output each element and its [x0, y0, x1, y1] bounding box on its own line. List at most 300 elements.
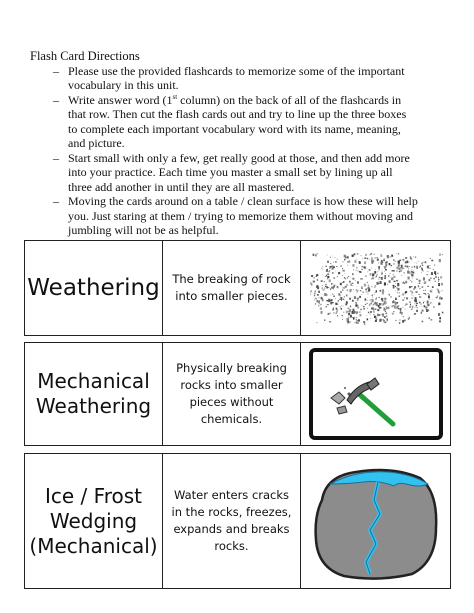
gravel-grain — [378, 270, 379, 271]
directions-list — [30, 64, 450, 238]
gravel-grain — [385, 273, 386, 274]
gravel-grain — [365, 291, 367, 292]
gravel-grain — [396, 270, 397, 271]
gravel-grain — [416, 266, 418, 267]
gravel-grain — [427, 304, 429, 307]
gravel-grain — [438, 320, 440, 322]
gravel-grain — [324, 276, 325, 277]
gravel-grain — [330, 288, 331, 290]
gravel-grain — [375, 319, 377, 321]
gravel-grain — [384, 322, 386, 323]
gravel-grain — [310, 294, 311, 295]
gravel-grain — [435, 297, 437, 298]
gravel-grain — [320, 281, 321, 282]
gravel-grain — [398, 263, 399, 264]
gravel-grain — [431, 286, 433, 288]
gravel-grain — [426, 266, 428, 269]
gravel-grain — [380, 277, 382, 280]
gravel-grain — [360, 278, 362, 279]
gravel-grain — [374, 285, 376, 286]
gravel-grain — [333, 266, 335, 268]
gravel-grain — [363, 323, 364, 325]
gravel-grain — [341, 300, 342, 301]
direction-text: you. Just staring at them / trying to memorize them without moving and — [68, 208, 413, 223]
gravel-grain — [430, 272, 432, 275]
gravel-grain — [376, 305, 378, 306]
gravel-grain — [339, 296, 340, 297]
direction-text: Please use the provided flashcards to memorize some of the important — [68, 63, 405, 78]
gravel-grain — [340, 297, 342, 300]
gravel-grain — [327, 276, 329, 278]
gravel-grain — [348, 309, 349, 311]
gravel-grain — [334, 257, 335, 258]
gravel-grain — [385, 263, 387, 266]
gravel-grain — [409, 277, 410, 278]
gravel-grain — [336, 311, 337, 312]
gravel-grain — [405, 257, 407, 259]
gravel-grain — [344, 259, 345, 260]
gravel-grain — [396, 292, 397, 293]
gravel-grain — [318, 300, 320, 303]
gravel-grain — [343, 296, 344, 297]
gravel-grain — [378, 303, 380, 305]
gravel-grain — [375, 298, 376, 300]
gravel-grain — [377, 281, 378, 282]
gravel-grain — [394, 261, 395, 262]
gravel-grain — [410, 258, 411, 260]
gravel-grain — [332, 272, 333, 273]
gravel-grain — [421, 286, 423, 288]
gravel-grain — [410, 291, 411, 292]
gravel-grain — [391, 305, 393, 307]
gravel-grain — [373, 309, 374, 310]
gravel-grain — [437, 292, 438, 293]
gravel-grain — [390, 277, 391, 278]
direction-item: – Write answer word (1st column) on the back of all of the flashcards in that row. Then cut the flash cards out and try to line up the three boxes to complete each important vocabulary word with its name, meaning, and picture. — [53, 92, 407, 150]
gravel-grain — [356, 268, 357, 269]
gravel-grain — [397, 253, 398, 254]
definition-text: into smaller pieces. — [175, 289, 288, 303]
gravel-grain — [329, 266, 331, 268]
gravel-grain — [397, 305, 399, 306]
gravel-grain — [339, 306, 341, 307]
gravel-grain — [362, 292, 363, 294]
gravel-grain — [327, 273, 329, 275]
gravel-grain — [425, 289, 426, 291]
gravel-grain — [377, 309, 379, 311]
gravel-grain — [414, 303, 415, 304]
gravel-grain — [426, 309, 428, 312]
gravel-grain — [409, 266, 410, 267]
definition-text: Water enters cracks — [173, 488, 290, 502]
gravel-grain — [380, 255, 382, 258]
gravel-grain — [329, 257, 330, 258]
gravel-grain — [347, 321, 348, 323]
gravel-grain — [431, 292, 432, 293]
picture-cell — [301, 241, 450, 335]
gravel-grain — [435, 274, 436, 276]
gravel-grain — [375, 275, 376, 277]
gravel-grain — [441, 290, 442, 291]
gravel-grain — [374, 287, 375, 288]
gravel-grain — [389, 256, 390, 257]
gravel-grain — [359, 296, 361, 298]
gravel-grain — [411, 307, 412, 309]
gravel-grain — [364, 257, 365, 258]
gravel-grain — [396, 288, 397, 289]
flashcard-weathering — [24, 240, 451, 336]
gravel-grain — [416, 303, 418, 304]
gravel-grain — [409, 286, 411, 288]
gravel-grain — [440, 276, 442, 278]
direction-item: – Please use the provided flashcards to memorize some of the important vocabulary in this unit. — [53, 63, 405, 92]
gravel-grain — [396, 288, 397, 289]
flashcard-ice-frost-wedging — [24, 453, 451, 589]
gravel-grain — [411, 267, 412, 268]
gravel-grain — [373, 310, 375, 312]
gravel-grain — [391, 278, 393, 280]
gravel-grain — [332, 294, 333, 295]
gravel-grain — [433, 306, 434, 307]
gravel-grain — [326, 304, 328, 305]
gravel-grain — [438, 313, 440, 316]
gravel-grain — [360, 309, 361, 311]
gravel-grain — [352, 273, 354, 275]
gravel-grain — [352, 285, 353, 286]
gravel-grain — [425, 307, 427, 309]
gravel-grain — [402, 307, 403, 308]
definition-cell — [163, 343, 301, 445]
gravel-grain — [343, 255, 345, 258]
gravel-grain — [330, 295, 331, 296]
direction-item: – Moving the cards around on a table / clean surface is how these will help you. Just staring at them / trying to memorize them without moving and jumbling will not be as helpful. — [53, 194, 418, 237]
gravel-grain — [326, 255, 327, 256]
gravel-grain — [373, 261, 374, 262]
gravel-grain — [318, 303, 319, 304]
gravel-grain — [374, 304, 376, 306]
gravel-grain — [409, 280, 410, 281]
gravel-grain — [386, 316, 387, 317]
gravel-grain — [346, 290, 348, 291]
term-cell — [25, 454, 163, 588]
gravel-grain — [313, 277, 315, 278]
gravel-grain — [395, 283, 396, 284]
gravel-grain — [430, 278, 432, 279]
gravel-grain — [351, 283, 353, 284]
gravel-grain — [366, 318, 368, 320]
gravel-grain — [377, 271, 378, 272]
gravel-grain — [321, 299, 323, 301]
gravel-grain — [428, 317, 429, 319]
gravel-grain — [363, 266, 365, 268]
gravel-grain — [356, 253, 358, 255]
gravel-grain — [321, 285, 322, 286]
gravel-grain — [374, 274, 375, 275]
gravel-grain — [438, 284, 439, 285]
gravel-grain — [327, 278, 328, 279]
gravel-grain — [355, 317, 356, 318]
gravel-grain — [340, 308, 341, 310]
gravel-grain — [419, 267, 420, 268]
gravel-grain — [349, 298, 351, 300]
gravel-grain — [325, 286, 326, 287]
gravel-grain — [412, 272, 414, 274]
gravel-grain — [327, 261, 329, 263]
gravel-grain — [424, 261, 426, 263]
gravel-grain — [369, 273, 371, 275]
gravel-grain — [350, 309, 351, 310]
gravel-grain — [316, 300, 317, 302]
gravel-grain — [436, 296, 437, 297]
gravel-grain — [356, 287, 357, 288]
gravel-grain — [394, 286, 395, 287]
gravel-grain — [420, 312, 421, 314]
gravel-grain — [408, 262, 409, 263]
gravel-grain — [413, 271, 414, 272]
gravel-grain — [336, 286, 337, 287]
gravel-grain — [370, 318, 371, 319]
gravel-grain — [372, 304, 373, 306]
gravel-grain — [415, 307, 416, 308]
gravel-grain — [371, 308, 372, 310]
gravel-grain — [340, 265, 342, 267]
gravel-grain — [322, 266, 323, 267]
gravel-grain — [373, 254, 374, 255]
gravel-grain — [350, 283, 352, 286]
gravel-grain — [428, 279, 430, 281]
flashcard-mechanical-weathering — [24, 342, 451, 446]
gravel-grain — [367, 285, 368, 287]
gravel-grain — [417, 307, 418, 308]
gravel-grain — [375, 317, 376, 319]
gravel-grain — [382, 315, 383, 316]
picture-cell — [301, 343, 450, 445]
gravel-grain — [431, 289, 432, 290]
gravel-grain — [330, 263, 331, 264]
gravel-grain — [368, 304, 370, 306]
gravel-grain — [332, 308, 333, 309]
gravel-grain — [384, 275, 386, 277]
gravel-grain — [402, 316, 403, 317]
gravel-grain — [352, 289, 353, 290]
direction-text: three add another in until they are all mastered. — [68, 179, 295, 194]
gravel-grain — [353, 311, 355, 314]
gravel-grain — [388, 280, 390, 283]
definition-text: Physically breaking — [176, 361, 287, 375]
gravel-grain — [414, 300, 416, 302]
gravel-grain — [438, 292, 440, 294]
gravel-grain — [342, 299, 343, 301]
gravel-grain — [353, 296, 355, 299]
gravel-grain — [396, 302, 398, 304]
gravel-grain — [406, 266, 408, 268]
gravel-grain — [394, 307, 396, 308]
gravel-grain — [325, 284, 326, 285]
gravel-grain — [357, 271, 358, 272]
gravel-grain — [399, 308, 401, 310]
gravel-grain — [311, 275, 313, 277]
gravel-grain — [383, 309, 385, 311]
gravel-grain — [344, 303, 345, 304]
gravel-grain — [391, 313, 393, 315]
gravel-grain — [355, 319, 356, 320]
gravel-grain — [441, 312, 442, 314]
gravel-grain — [317, 286, 319, 289]
gravel-grain — [404, 309, 405, 310]
gravel-grain — [376, 259, 378, 261]
gravel-grain — [315, 254, 316, 256]
gravel-grain — [390, 265, 391, 267]
gravel-grain — [391, 255, 393, 257]
gravel-grain — [398, 296, 400, 297]
gravel-grain — [376, 282, 378, 285]
gravel-grain — [367, 271, 368, 272]
gravel-grain — [349, 290, 351, 293]
term-text: Wedging — [49, 508, 138, 533]
gravel-grain — [356, 267, 357, 268]
gravel-grain — [383, 298, 385, 300]
gravel-grain — [378, 269, 379, 270]
gravel-grain — [360, 255, 361, 256]
gravel-grain — [353, 318, 354, 320]
gravel-grain — [397, 290, 398, 291]
gravel-grain — [341, 292, 342, 293]
gravel-grain — [330, 302, 332, 305]
gravel-grain — [342, 275, 343, 276]
gravel-grain — [329, 321, 331, 322]
gravel-grain — [426, 271, 427, 272]
gravel-grain — [336, 259, 337, 260]
gravel-grain — [392, 270, 394, 271]
definition-text: The breaking of rock — [172, 272, 291, 286]
gravel-grain — [314, 299, 315, 300]
gravel-grain — [346, 284, 347, 285]
gravel-grain — [421, 265, 422, 266]
gravel-grain — [365, 254, 367, 256]
gravel-grain — [386, 307, 387, 308]
gravel-grain — [355, 289, 357, 291]
gravel-grain — [361, 266, 363, 267]
gravel-grain — [411, 295, 412, 296]
gravel-grain — [421, 310, 423, 312]
gravel-grain — [370, 253, 372, 254]
gravel-grain — [423, 305, 425, 307]
gravel-grain — [370, 303, 372, 305]
gravel-grain — [345, 301, 347, 304]
gravel-grain — [338, 272, 340, 274]
gravel-grain — [415, 305, 416, 306]
gravel-grain — [394, 301, 395, 303]
direction-text: column) on the back of all of the flashcards in — [177, 92, 402, 107]
gravel-grain — [374, 277, 375, 278]
gravel-grain — [400, 267, 401, 268]
gravel-grain — [378, 279, 379, 280]
gravel-grain — [385, 313, 386, 314]
gravel-grain — [392, 305, 393, 306]
gravel-grain — [417, 285, 418, 287]
gravel-grain — [372, 277, 373, 279]
gravel-grain — [333, 262, 334, 263]
gravel-grain — [341, 315, 342, 316]
gravel-grain — [316, 322, 317, 323]
gravel-grain — [360, 286, 362, 288]
gravel-grain — [384, 277, 386, 279]
gravel-grain — [363, 308, 365, 309]
gravel-grain — [421, 306, 422, 307]
gravel-grain — [392, 286, 394, 288]
superscript: st — [172, 92, 178, 101]
gravel-grain — [361, 278, 363, 279]
gravel-grain — [368, 269, 369, 270]
gravel-grain — [382, 291, 384, 293]
gravel-grain — [312, 281, 314, 283]
gravel-grain — [400, 295, 401, 296]
gravel-grain — [388, 263, 390, 265]
gravel-grain — [384, 268, 385, 269]
gravel-grain — [345, 257, 346, 258]
gravel-grain — [397, 264, 399, 266]
gravel-grain — [341, 305, 342, 306]
gravel-grain — [368, 292, 369, 293]
gravel-grain — [388, 275, 390, 276]
gravel-grain — [383, 320, 385, 322]
gravel-grain — [429, 302, 431, 304]
gravel-grain — [404, 261, 406, 263]
gravel-grain — [328, 271, 330, 272]
gravel-grain — [321, 288, 322, 289]
gravel-grain — [332, 302, 334, 303]
definition-text: chemicals. — [200, 412, 263, 426]
gravel-grain — [313, 293, 315, 295]
gravel-grain — [401, 268, 402, 269]
gravel-grain — [361, 294, 362, 295]
gravel-grain — [341, 270, 342, 271]
gravel-grain — [362, 258, 363, 259]
gravel-grain — [342, 290, 344, 291]
gravel-grain — [404, 265, 406, 267]
gravel-grain — [423, 293, 425, 294]
gravel-grain — [438, 281, 439, 282]
gravel-grain — [314, 303, 315, 304]
gravel-grain — [425, 294, 426, 295]
gravel-grain — [347, 317, 349, 319]
pickaxe-icon — [309, 348, 443, 440]
gravel-grain — [316, 253, 317, 254]
gravel-grain — [367, 312, 368, 313]
gravel-grain — [323, 281, 324, 282]
gravel-grain — [336, 276, 337, 277]
gravel-grain — [363, 284, 365, 287]
direction-text: Start small with only a few, get really good at those, and then add more — [68, 150, 410, 165]
gravel-grain — [317, 285, 318, 286]
gravel-grain — [378, 307, 379, 309]
gravel-grain — [383, 259, 385, 261]
gravel-texture-icon — [306, 249, 446, 327]
gravel-grain — [322, 269, 323, 270]
gravel-grain — [411, 269, 412, 270]
gravel-grain — [369, 254, 370, 255]
term-cell — [25, 343, 163, 445]
gravel-grain — [329, 268, 330, 269]
gravel-grain — [335, 261, 336, 263]
gravel-grain — [383, 282, 385, 285]
gravel-grain — [326, 269, 328, 272]
gravel-grain — [335, 313, 337, 314]
gravel-grain — [352, 311, 353, 312]
gravel-grain — [383, 258, 384, 259]
gravel-grain — [402, 259, 404, 261]
gravel-grain — [417, 300, 418, 301]
